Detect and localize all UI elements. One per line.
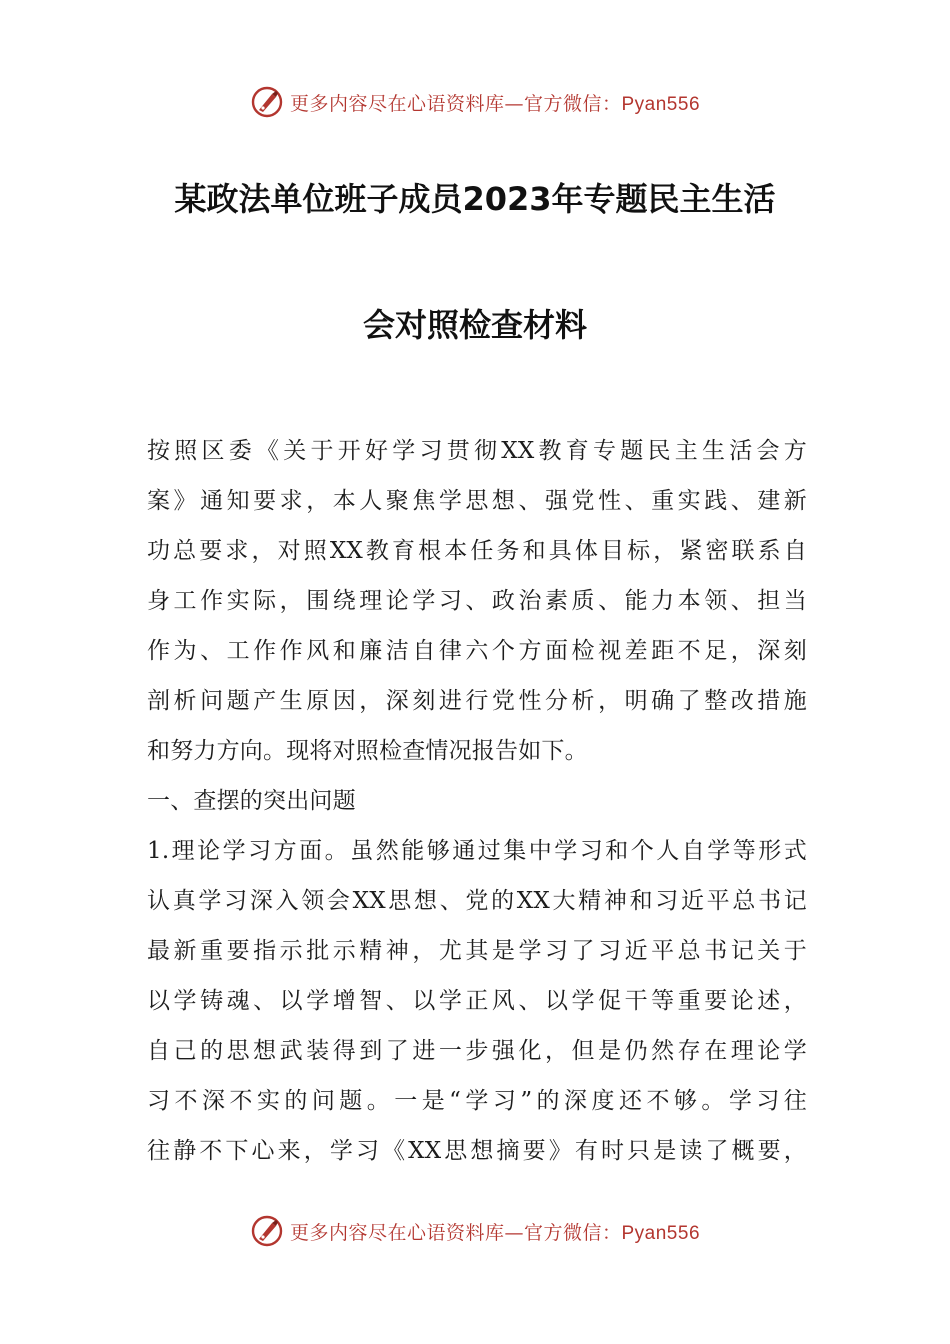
pen-nib-logo-icon	[250, 1214, 284, 1248]
item-line: 认真学习深入领会XX思想、党的XX大精神和习近平总书记	[147, 888, 807, 914]
paragraph-line: 身工作实际，围绕理论学习、政治素质、能力本领、担当	[147, 588, 807, 614]
paragraph-line: 作为、工作作风和廉洁自律六个方面检视差距不足，深刻	[147, 638, 807, 664]
paragraph-line: 案》通知要求，本人聚焦学思想、强党性、重实践、建新	[147, 488, 807, 514]
item-line: 习不深不实的问题。一是“学习”的深度还不够。学习往	[147, 1088, 807, 1114]
item-line: 最新重要指示批示精神，尤其是学习了习近平总书记关于	[147, 938, 807, 964]
watermark-text: 更多内容尽在心语资料库—官方微信：Pyan556	[289, 92, 701, 115]
header-watermark	[0, 82, 950, 122]
section-heading: 一、查摆的突出问题	[147, 788, 356, 814]
item-line: 往静不下心来，学习《XX思想摘要》有时只是读了概要，	[147, 1138, 807, 1164]
paragraph-line: 和努力方向。现将对照检查情况报告如下。	[147, 738, 588, 764]
document-title-line-2: 会对照检查材料	[362, 306, 587, 344]
wechat-id: Pyan556	[621, 93, 701, 115]
paragraph-line: 剖析问题产生原因，深刻进行党性分析，明确了整改措施	[147, 688, 807, 714]
item-line: 1.理论学习方面。虽然能够通过集中学习和个人自学等形式	[147, 838, 807, 864]
document-title-line-1: 某政法单位班子成员2023年专题民主生活	[174, 180, 776, 218]
item-line: 自己的思想武装得到了进一步强化，但是仍然存在理论学	[147, 1038, 807, 1064]
watermark-text: 更多内容尽在心语资料库—官方微信：Pyan556	[289, 1221, 701, 1244]
pen-nib-logo-icon	[250, 85, 284, 119]
paragraph-line: 按照区委《关于开好学习贯彻XX教育专题民主生活会方	[147, 438, 807, 464]
document-body	[147, 426, 807, 1176]
item-line: 以学铸魂、以学增智、以学正风、以学促干等重要论述，	[147, 988, 807, 1014]
wechat-id: Pyan556	[621, 1222, 701, 1244]
footer-watermark	[0, 1211, 950, 1251]
paragraph-line: 功总要求，对照XX教育根本任务和具体目标，紧密联系自	[147, 538, 807, 564]
